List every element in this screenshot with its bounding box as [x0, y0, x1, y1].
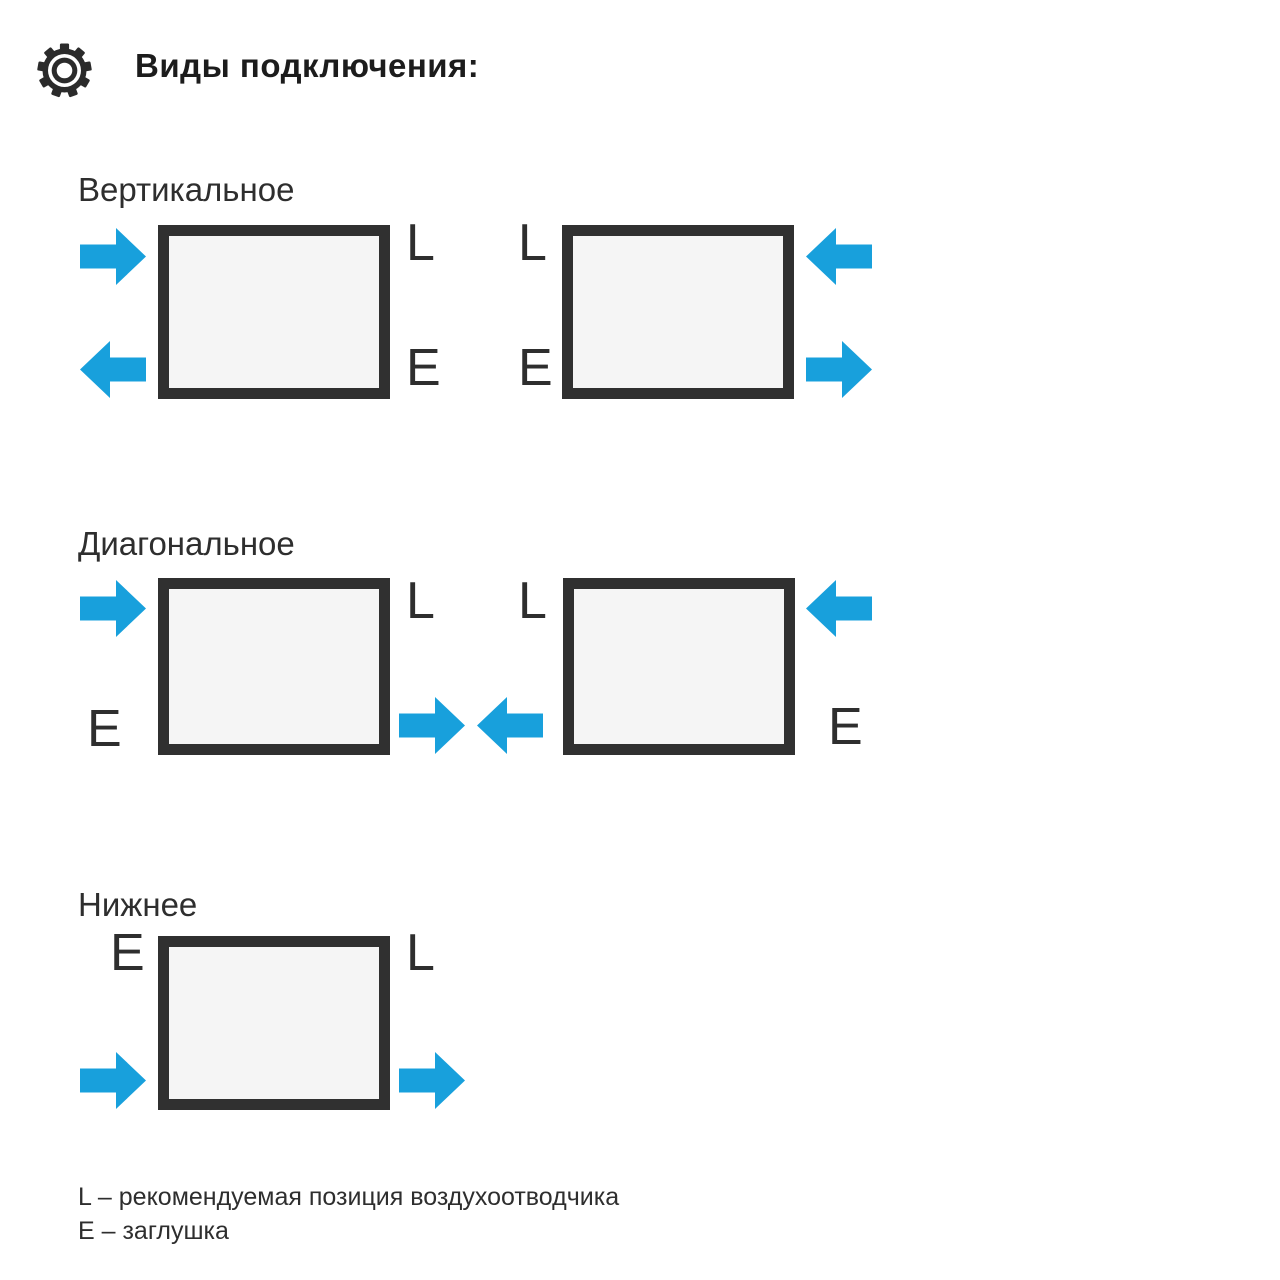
section-title-diagonal: Диагональное	[78, 525, 295, 562]
arrow-right-icon	[399, 697, 465, 754]
port-label-plug: E	[518, 339, 553, 397]
page-title: Виды подключения:	[135, 47, 480, 84]
legend	[78, 1180, 619, 1248]
arrow-right-icon	[80, 580, 146, 637]
arrow-left-icon	[806, 580, 872, 637]
legend-line-air-vent: L – рекомендуемая позиция воздухоотводчика	[78, 1183, 620, 1211]
port-label-plug: E	[406, 339, 441, 397]
section-title-bottom: Нижнее	[78, 886, 198, 923]
port-label-air-vent: L	[406, 924, 435, 982]
arrow-left-icon	[477, 697, 543, 754]
section-title-vertical: Вертикальное	[78, 171, 295, 208]
arrow-left-icon	[80, 341, 146, 398]
arrow-right-icon	[806, 341, 872, 398]
legend-line-plug: E – заглушка	[78, 1217, 229, 1245]
port-label-air-vent: L	[406, 214, 435, 272]
gear-icon	[37, 43, 92, 98]
radiator-body	[158, 578, 390, 755]
arrow-right-icon	[80, 228, 146, 285]
port-label-plug: E	[828, 698, 863, 756]
port-label-air-vent: L	[406, 572, 435, 630]
arrow-left-icon	[806, 228, 872, 285]
port-label-plug: E	[110, 924, 145, 982]
arrow-right-icon	[80, 1052, 146, 1109]
radiator-body	[158, 225, 390, 399]
port-label-air-vent: L	[518, 214, 547, 272]
radiator-body	[563, 578, 795, 755]
arrow-right-icon	[399, 1052, 465, 1109]
port-label-plug: E	[87, 700, 122, 758]
radiator-body	[562, 225, 794, 399]
radiator-body	[158, 936, 390, 1110]
port-label-air-vent: L	[518, 572, 547, 630]
